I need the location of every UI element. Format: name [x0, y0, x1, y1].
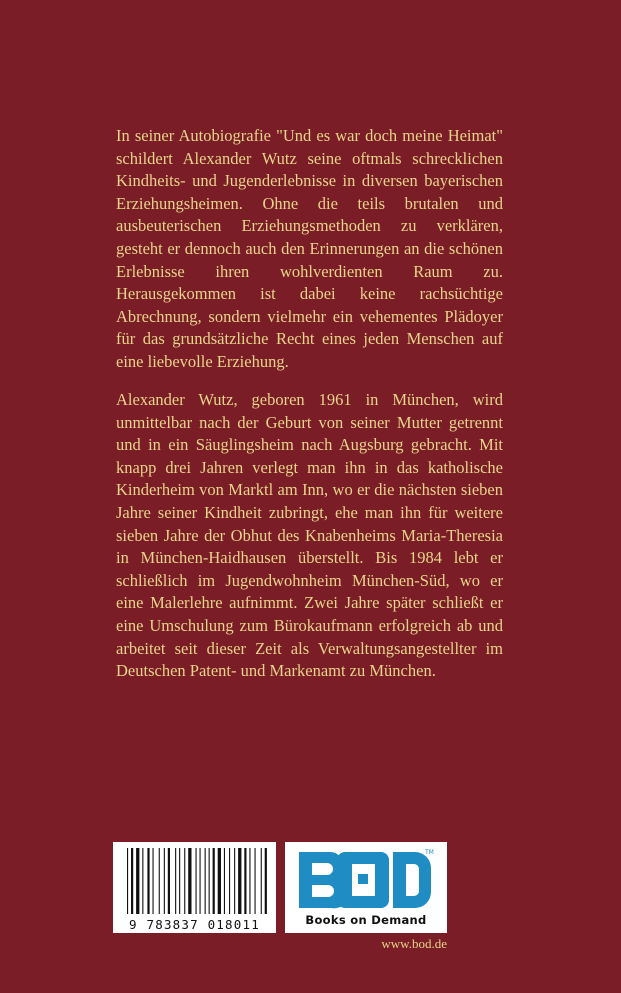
- publisher-logo: [285, 842, 447, 933]
- bod-logo-icon: [295, 848, 437, 912]
- isbn-number: 9 783837 018011: [113, 917, 276, 933]
- publisher-url[interactable]: www.bod.de: [381, 936, 447, 951]
- publisher-tagline: Books on Demand: [305, 913, 427, 927]
- isbn-barcode: [113, 842, 276, 933]
- blurb-paragraph-summary: In seiner Autobiografie "Und es war doch meine Heimat" schildert Alexander Wutz seine oftmals schrecklichen Kindheits- und Jugenderlebnisse in diversen bayerischen Erziehungsheimen. Ohne die teils brutalen und ausbeuterischen Erziehungsmethoden zu verklären, gesteht er dennoch auch den Erinnerungen an die schönen Erlebnisse ihren wohlverdienten Raum zu. Herausgekommen ist dabei keine rachsüchtige Abrechnung, sondern vielmehr ein vehementes Plädoyer für das grundsätzliche Recht eines jeden Menschen auf eine liebevolle Erziehung.: [116, 126, 503, 371]
- blurb-paragraph-biography: Alexander Wutz, geboren 1961 in München, wird unmittelbar nach der Geburt von seiner Mutter getrennt und in ein Säuglingsheim nach Augsburg gebracht. Mit knapp drei Jahren verlegt man ihn in das katholische Kinderheim von Marktl am Inn, wo er die nächsten sieben Jahre seiner Kindheit zubringt, ehe man ihn für weitere sieben Jahre der Obhut des Knabenheims Maria-Theresia in München-Haidhausen überstellt. Bis 1984 lebt er schließlich im Jugendwohnheim München-Süd, wo er eine Malerlehre aufnimmt. Zwei Jahre später schließt er eine Umschulung zum Bürokaufmann erfolgreich ab und arbeitet seit dieser Zeit als Verwaltungsangestellter im Deutschen Patent- und Markenamt zu München.: [116, 390, 503, 681]
- trademark-mark: TM: [425, 849, 434, 856]
